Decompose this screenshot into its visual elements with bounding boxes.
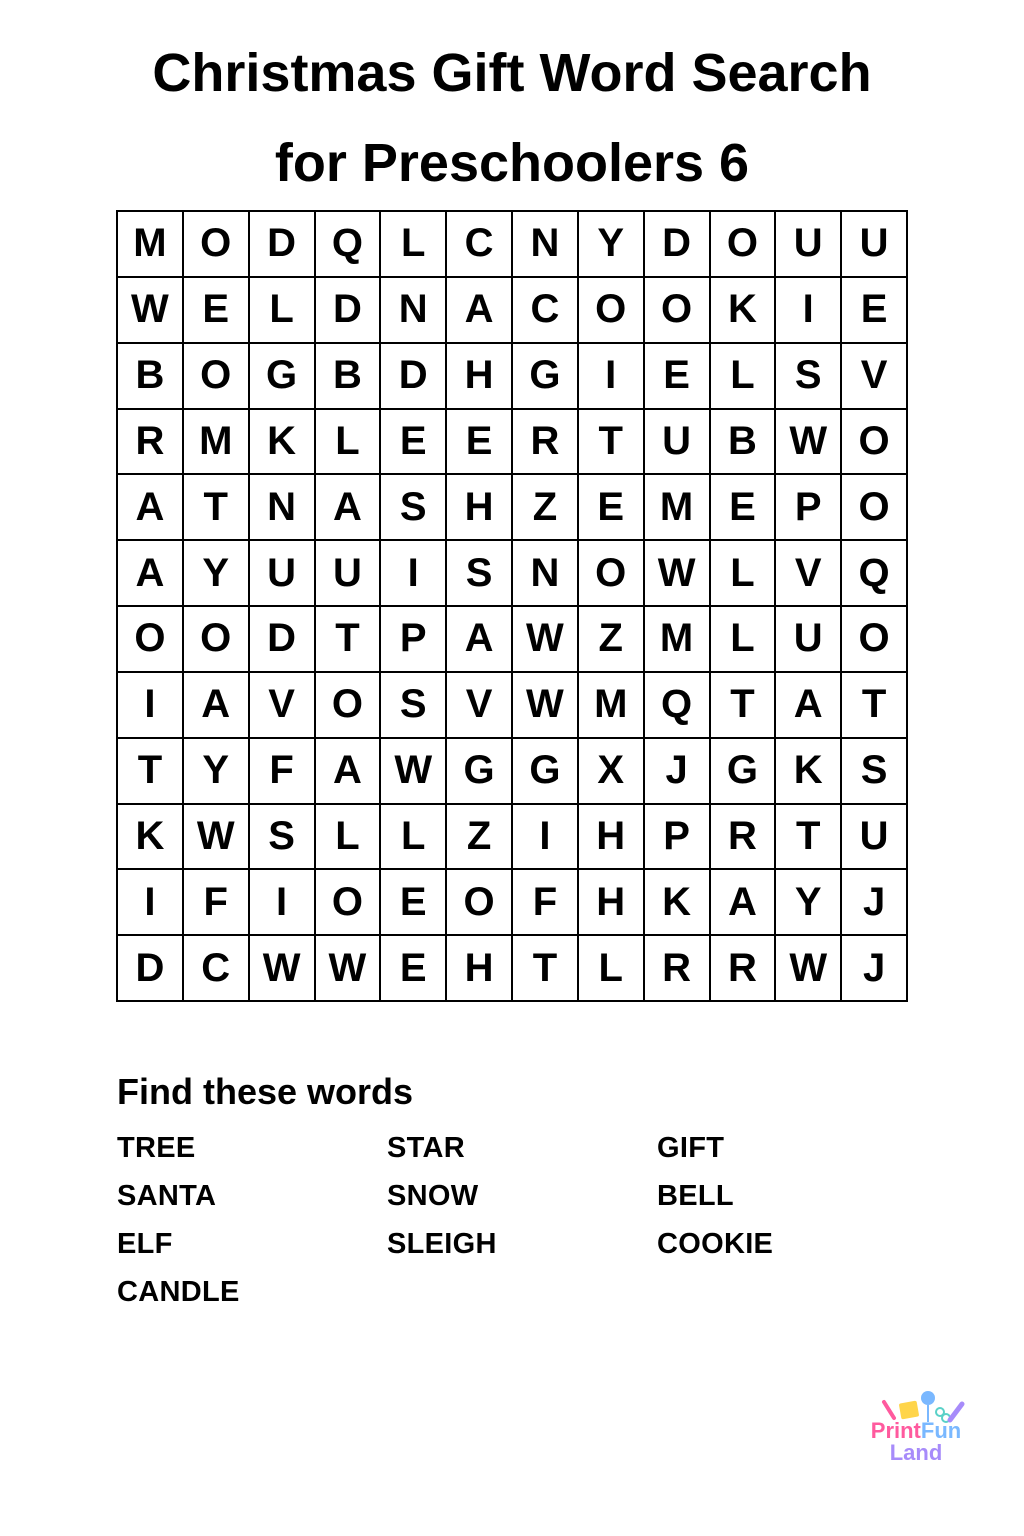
grid-cell: I [513, 805, 579, 871]
grid-cell: S [447, 541, 513, 607]
grid-cell: C [513, 278, 579, 344]
grid-cell: S [381, 475, 447, 541]
grid-cell: D [381, 344, 447, 410]
grid-cell: V [447, 673, 513, 739]
grid-cell: D [250, 607, 316, 673]
grid-cell: K [118, 805, 184, 871]
word-list-item: SNOW [387, 1180, 479, 1212]
grid-cell: V [250, 673, 316, 739]
grid-cell: J [645, 739, 711, 805]
grid-cell: R [118, 410, 184, 476]
grid-cell: W [645, 541, 711, 607]
grid-cell: I [118, 870, 184, 936]
grid-cell: I [579, 344, 645, 410]
grid-cell: J [842, 870, 908, 936]
grid-cell: R [711, 805, 777, 871]
grid-cell: E [579, 475, 645, 541]
grid-cell: R [645, 936, 711, 1002]
grid-cell: H [447, 475, 513, 541]
grid-cell: O [184, 607, 250, 673]
grid-cell: R [513, 410, 579, 476]
grid-cell: W [513, 673, 579, 739]
grid-cell: B [316, 344, 382, 410]
grid-cell: F [250, 739, 316, 805]
word-list-item: GIFT [657, 1132, 725, 1164]
word-list [117, 1133, 927, 1307]
grid-cell: D [316, 278, 382, 344]
grid-cell: A [711, 870, 777, 936]
grid-cell: L [250, 278, 316, 344]
grid-cell: K [645, 870, 711, 936]
grid-cell: O [645, 278, 711, 344]
grid-cell: O [579, 278, 645, 344]
word-list-item: ELF [117, 1228, 173, 1260]
grid-cell: B [118, 344, 184, 410]
grid-cell: M [645, 607, 711, 673]
grid-cell: H [579, 870, 645, 936]
word-list-item: SANTA [117, 1180, 217, 1212]
grid-cell: L [381, 805, 447, 871]
grid-cell: R [711, 936, 777, 1002]
grid-cell: A [447, 607, 513, 673]
grid-cell: M [645, 475, 711, 541]
grid-cell: T [118, 739, 184, 805]
grid-cell: U [842, 805, 908, 871]
grid-cell: W [118, 278, 184, 344]
grid-cell: E [381, 410, 447, 476]
grid-cell: E [381, 870, 447, 936]
grid-cell: N [381, 278, 447, 344]
word-search-grid [116, 210, 908, 1002]
grid-cell: A [776, 673, 842, 739]
grid-cell: W [776, 936, 842, 1002]
grid-cell: V [776, 541, 842, 607]
grid-cell: W [513, 607, 579, 673]
grid-cell: U [776, 607, 842, 673]
grid-cell: K [711, 278, 777, 344]
grid-cell: U [250, 541, 316, 607]
grid-cell: W [776, 410, 842, 476]
grid-cell: Z [579, 607, 645, 673]
word-list-item: SLEIGH [387, 1228, 497, 1260]
grid-cell: E [184, 278, 250, 344]
grid-cell: I [776, 278, 842, 344]
grid-cell: L [711, 344, 777, 410]
grid-cell: T [711, 673, 777, 739]
logo-wordmark: PrintFun Land [870, 1418, 962, 1465]
grid-cell: O [842, 607, 908, 673]
word-list-item: CANDLE [117, 1276, 240, 1308]
grid-cell: N [513, 212, 579, 278]
printfunland-logo [866, 1390, 976, 1480]
grid-cell: K [776, 739, 842, 805]
grid-cell: I [250, 870, 316, 936]
grid-cell: J [842, 936, 908, 1002]
grid-cell: W [250, 936, 316, 1002]
grid-cell: T [579, 410, 645, 476]
grid-cell: G [513, 344, 579, 410]
grid-cell: A [118, 541, 184, 607]
grid-cell: C [447, 212, 513, 278]
grid-cell: V [842, 344, 908, 410]
grid-cell: T [842, 673, 908, 739]
grid-cell: O [316, 870, 382, 936]
grid-cell: H [447, 344, 513, 410]
grid-cell: L [711, 541, 777, 607]
grid-cell: Y [776, 870, 842, 936]
grid-cell: P [381, 607, 447, 673]
grid-cell: I [381, 541, 447, 607]
grid-cell: Q [842, 541, 908, 607]
grid-cell: Q [316, 212, 382, 278]
grid-cell: T [184, 475, 250, 541]
grid-cell: L [711, 607, 777, 673]
grid-cell: M [579, 673, 645, 739]
grid-cell: A [447, 278, 513, 344]
grid-cell: S [842, 739, 908, 805]
grid-cell: N [250, 475, 316, 541]
grid-cell: Z [447, 805, 513, 871]
grid-cell: K [250, 410, 316, 476]
grid-cell: O [184, 344, 250, 410]
grid-cell: I [118, 673, 184, 739]
grid-cell: S [776, 344, 842, 410]
grid-cell: O [842, 475, 908, 541]
grid-cell: G [711, 739, 777, 805]
word-list-item: COOKIE [657, 1228, 774, 1260]
grid-cell: Q [645, 673, 711, 739]
grid-cell: T [776, 805, 842, 871]
grid-cell: D [118, 936, 184, 1002]
grid-cell: G [513, 739, 579, 805]
grid-cell: H [447, 936, 513, 1002]
grid-cell: E [842, 278, 908, 344]
grid-cell: M [118, 212, 184, 278]
grid-cell: O [842, 410, 908, 476]
grid-cell: D [645, 212, 711, 278]
grid-cell: E [447, 410, 513, 476]
grid-cell: E [645, 344, 711, 410]
grid-cell: Z [513, 475, 579, 541]
grid-cell: G [447, 739, 513, 805]
grid-cell: O [316, 673, 382, 739]
grid-cell: N [513, 541, 579, 607]
grid-cell: E [381, 936, 447, 1002]
word-list-item: STAR [387, 1132, 465, 1164]
grid-cell: S [381, 673, 447, 739]
grid-cell: Y [184, 541, 250, 607]
grid-cell: L [316, 410, 382, 476]
grid-cell: U [842, 212, 908, 278]
grid-cell: T [513, 936, 579, 1002]
grid-cell: O [579, 541, 645, 607]
grid-cell: Y [579, 212, 645, 278]
grid-cell: P [645, 805, 711, 871]
grid-cell: A [118, 475, 184, 541]
grid-cell: L [381, 212, 447, 278]
grid-cell: A [316, 739, 382, 805]
grid-cell: E [711, 475, 777, 541]
word-list-item: BELL [657, 1180, 734, 1212]
grid-cell: O [447, 870, 513, 936]
grid-cell: O [118, 607, 184, 673]
grid-cell: F [184, 870, 250, 936]
grid-cell: M [184, 410, 250, 476]
grid-cell: W [184, 805, 250, 871]
grid-cell: A [184, 673, 250, 739]
grid-cell: O [711, 212, 777, 278]
word-list-heading: Find these words [117, 1071, 414, 1112]
grid-cell: X [579, 739, 645, 805]
grid-cell: L [579, 936, 645, 1002]
grid-cell: F [513, 870, 579, 936]
grid-cell: L [316, 805, 382, 871]
grid-cell: S [250, 805, 316, 871]
grid-cell: B [711, 410, 777, 476]
grid-cell: U [316, 541, 382, 607]
grid-cell: O [184, 212, 250, 278]
grid-cell: D [250, 212, 316, 278]
grid-cell: W [381, 739, 447, 805]
grid-cell: H [579, 805, 645, 871]
grid-cell: T [316, 607, 382, 673]
grid-cell: Y [184, 739, 250, 805]
grid-cell: U [776, 212, 842, 278]
grid-cell: C [184, 936, 250, 1002]
grid-cell: A [316, 475, 382, 541]
grid-cell: P [776, 475, 842, 541]
grid-cell: U [645, 410, 711, 476]
grid-cell: G [250, 344, 316, 410]
grid-cell: W [316, 936, 382, 1002]
word-list-item: TREE [117, 1132, 196, 1164]
page-subtitle: for Preschoolers 6 [274, 133, 750, 193]
page-title: Christmas Gift Word Search [152, 43, 872, 103]
